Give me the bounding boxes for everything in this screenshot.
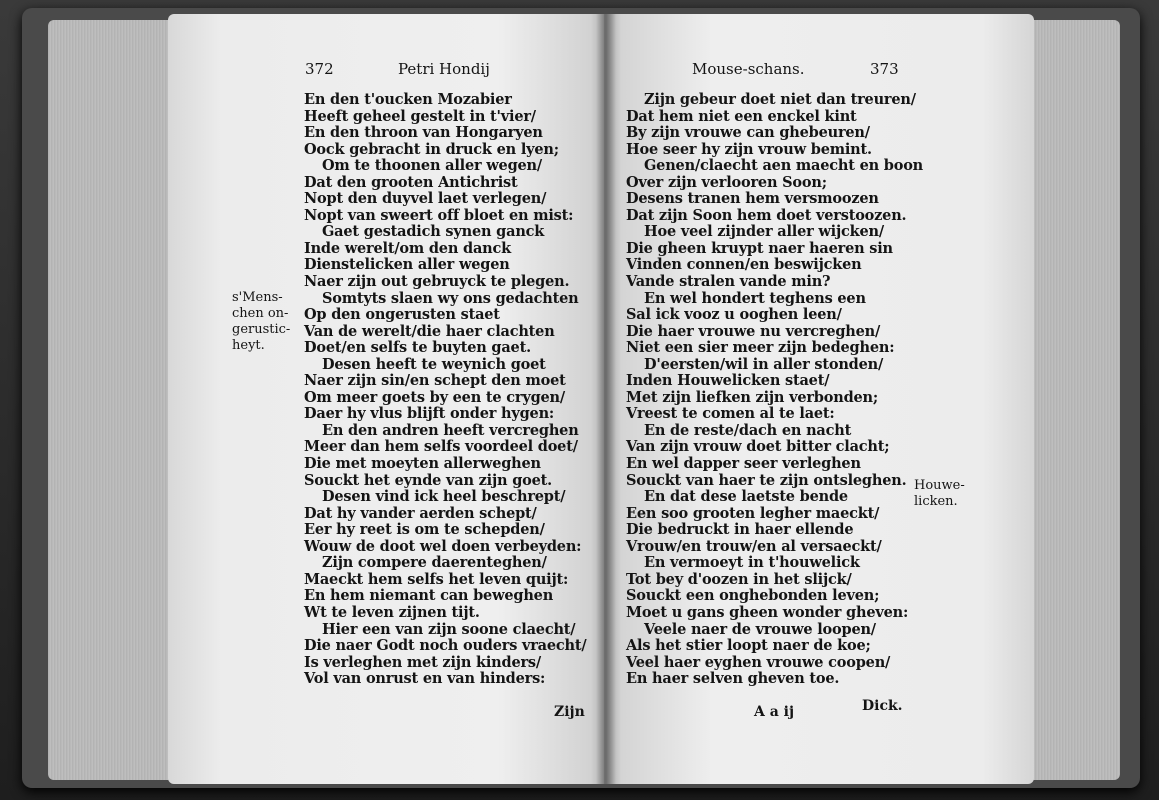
left-page (168, 14, 608, 784)
right-verse-line: Vreest te comen al te laet: (626, 405, 835, 423)
right-margin-note-line: licken. (914, 494, 958, 509)
left-margin-note-line: chen on- (232, 306, 289, 321)
right-verse-line: Genen/claecht aen maecht en boon (644, 157, 924, 175)
right-verse-line: Tot bey d'oozen in het slijck/ (626, 570, 852, 588)
right-verse-line: Sal ick vooz u ooghen leen/ (626, 306, 842, 324)
signature-mark: A a ij (754, 704, 795, 720)
right-verse-line: Met zijn liefken zijn verbonden; (626, 388, 879, 406)
left-verse-line: Hier een van zijn soone claecht/ (322, 620, 576, 638)
left-verse-line: Om te thoonen aller wegen/ (322, 157, 542, 175)
right-verse-line: Dat hem niet een enckel kint (626, 107, 857, 125)
right-verse-line: En haer selven gheven toe. (626, 670, 840, 688)
left-verse-line: Die naer Godt noch ouders vraecht/ (304, 637, 587, 655)
left-verse-line: Dat den grooten Antichrist (304, 173, 518, 191)
left-margin-note-line: gerustic- (232, 322, 291, 337)
left-verse-line: Op den ongerusten staet (304, 306, 500, 324)
left-verse-line: Naer zijn out gebruyck te plegen. (304, 273, 570, 291)
left-verse-line: Nopt den duyvel laet verlegen/ (304, 190, 547, 208)
right-verse-line: En de reste/dach en nacht (644, 421, 852, 439)
right-verse-line: Die gheen kruypt naer haeren sin (626, 239, 893, 257)
right-verse-line: Die haer vrouwe nu vercreghen/ (626, 322, 881, 340)
left-verse-line: Die met moeyten allerweghen (304, 455, 541, 473)
left-page-number: 372 (305, 60, 334, 78)
right-verse-line: Dat zijn Soon hem doet verstoozen. (626, 206, 907, 224)
left-verse-line: Vol van onrust en van hinders: (304, 670, 546, 688)
left-verse-line: Wouw de doot wel doen verbeyden: (304, 537, 582, 555)
right-verse-line: Moet u gans gheen wonder gheven: (626, 603, 909, 621)
left-verse-line: Meer dan hem selfs voordeel doet/ (304, 438, 578, 456)
right-verse-line: Vrouw/en trouw/en al versaeckt/ (626, 537, 882, 555)
right-verse-line: Souckt van haer te zijn ontsleghen. (626, 471, 907, 489)
left-verse-line: Heeft geheel gestelt in t'vier/ (304, 107, 536, 125)
right-verse-line: Over zijn verlooren Soon; (626, 173, 827, 191)
left-verse-line: Is verleghen met zijn kinders/ (304, 653, 541, 671)
right-verse-line: Vinden connen/en beswijcken (626, 256, 862, 274)
right-verse-line: Niet een sier meer zijn bedeghen: (626, 339, 895, 357)
left-verse-line: Nopt van sweert off bloet en mist: (304, 206, 574, 224)
right-verse-line: Hoe seer hy zijn vrouw bemint. (626, 140, 872, 158)
left-verse-line: Dat hy vander aerden schept/ (304, 504, 537, 522)
left-verse-line: Zijn compere daerenteghen/ (322, 554, 547, 572)
book-gutter-shadow (596, 14, 616, 784)
right-verse-line: Die bedruckt in haer ellende (626, 521, 854, 539)
left-verse-line: Maeckt hem selfs het leven quijt: (304, 570, 569, 588)
left-verse-line: Van de werelt/die haer clachten (304, 322, 555, 340)
left-verse-line: Eer hy reet is om te schepden/ (304, 521, 545, 539)
left-verse-line: En den t'oucken Mozabier (304, 91, 512, 108)
left-margin-note-line: heyt. (232, 338, 265, 353)
right-verse-line: Van zijn vrouw doet bitter clacht; (626, 438, 890, 456)
left-verse-line: Desen vind ick heel beschrept/ (322, 488, 566, 506)
right-verse-line: Souckt een onghebonden leven; (626, 587, 880, 605)
right-running-title: Mouse-schans. (692, 60, 805, 78)
left-verse-line: Desen heeft te weynich goet (322, 355, 546, 373)
right-verse-line: D'eersten/wil in aller stonden/ (644, 355, 884, 373)
left-verse-line: Daer hy vlus blijft onder hygen: (304, 405, 555, 423)
right-verse-line: En wel dapper seer verleghen (626, 455, 861, 473)
left-verse-line: Souckt het eynde van zijn goet. (304, 471, 552, 489)
right-verse-line: En wel hondert teghens een (644, 289, 866, 307)
right-verse-line: Zijn gebeur doet niet dan treuren/ (644, 91, 916, 108)
right-verse-line: En dat dese laetste bende (644, 488, 848, 506)
left-margin-note-line: s'Mens- (232, 290, 283, 305)
left-catchword: Zijn (554, 704, 585, 720)
right-page (604, 14, 1034, 784)
right-verse-line: Veel haer eyghen vrouwe coopen/ (626, 653, 891, 671)
left-verse-line: Om meer goets by een te crygen/ (304, 388, 565, 406)
right-verse-line: Als het stier loopt naer de koe; (626, 637, 871, 655)
left-margin-note (232, 290, 290, 354)
left-verse-line: Somtyts slaen wy ons gedachten (322, 289, 579, 307)
left-verse-line: Doet/en selfs te buyten gaet. (304, 339, 531, 357)
right-verse-line: Desens tranen hem versmoozen (626, 190, 879, 208)
left-page-edges (48, 20, 178, 780)
left-verse-line: En hem niemant can beweghen (304, 587, 554, 605)
left-running-title: Petri Hondij (398, 60, 490, 78)
left-verse-line: En den throon van Hongaryen (304, 124, 543, 142)
right-page-edges (1020, 20, 1120, 780)
left-verse-line: Gaet gestadich synen ganck (322, 223, 545, 241)
left-verse-line: Inde werelt/om den danck (304, 239, 511, 257)
right-verse-line: By zijn vrouwe can ghebeuren/ (626, 124, 870, 142)
right-verse-line: En vermoeyt in t'houwelick (644, 554, 860, 572)
left-verse-line: Wt te leven zijnen tijt. (304, 603, 480, 621)
right-verse-line: Inden Houwelicken staet/ (626, 372, 830, 390)
left-verse-line: En den andren heeft vercreghen (322, 421, 579, 439)
right-verse-line: Veele naer de vrouwe loopen/ (644, 620, 876, 638)
right-verse-line: Vande stralen vande min? (626, 273, 831, 291)
left-verse-line: Oock gebracht in druck en lyen; (304, 140, 559, 158)
right-margin-note (914, 478, 965, 510)
right-verse-block (626, 92, 923, 688)
left-verse-block (304, 92, 586, 688)
right-catchword: Dick. (862, 698, 903, 714)
right-verse-line: Hoe veel zijnder aller wijcken/ (644, 223, 884, 241)
right-margin-note-line: Houwe- (914, 478, 965, 493)
left-verse-line: Dienstelicken aller wegen (304, 256, 510, 274)
right-verse-line: Een soo grooten legher maeckt/ (626, 504, 880, 522)
right-page-number: 373 (870, 60, 899, 78)
left-verse-line: Naer zijn sin/en schept den moet (304, 372, 566, 390)
